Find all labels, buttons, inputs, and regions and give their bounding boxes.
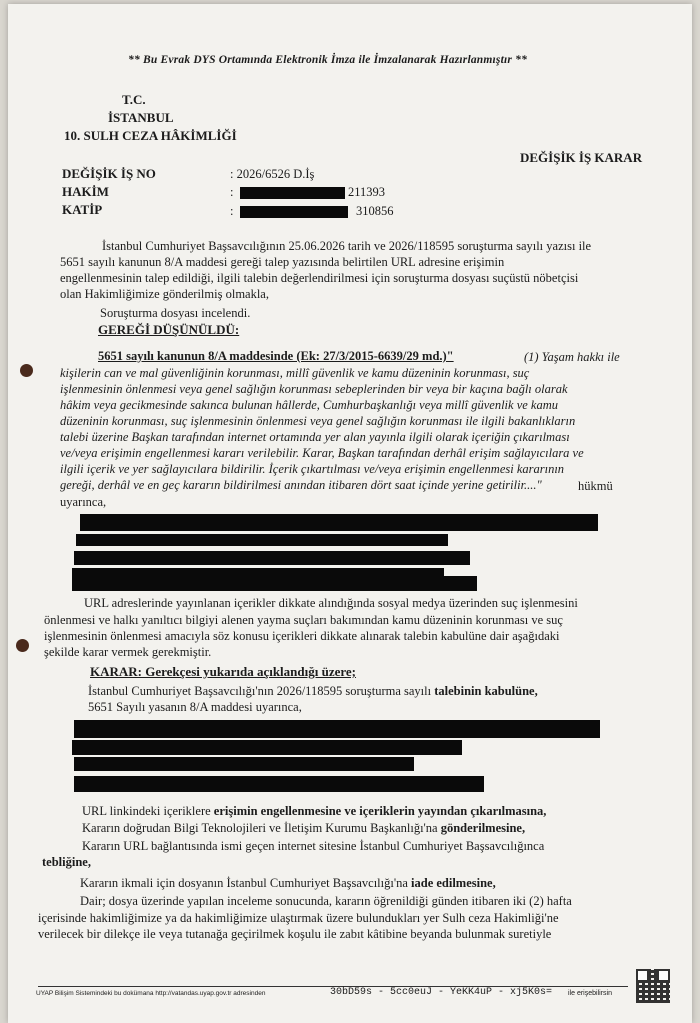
url-text: URL linkindeki içeriklere — [82, 804, 214, 818]
document-type: DEĞİŞİK İŞ KARAR — [520, 150, 643, 165]
karar-line-2: 5651 Sayılı yasanın 8/A maddesi uyarınca, — [88, 700, 302, 714]
footer-uyap-text: UYAP Bilişim Sistemindeki bu dokümana http://vatandas.uyap.gov.tr adresinden — [36, 990, 266, 997]
law-quote-line: (1) Yaşam hakkı ile — [524, 350, 620, 364]
btk-bold: gönderilmesine, — [440, 821, 526, 835]
btk-text: Kararın doğrudan Bilgi Teknolojileri ve İletişim Kurumu Başkanlığı'na — [82, 821, 441, 835]
is-no-value: : 2026/6526 D.İş — [230, 167, 315, 181]
paragraph-line: Soruşturma dosyası incelendi. — [100, 306, 251, 320]
law-reference: 5651 sayılı kanunun 8/A maddesinde (Ek: 27/3/2015-6639/29 md.)" — [98, 349, 454, 363]
paragraph-line: işlenmesinin önlenmesi amacıyla söz konusu içerikleri dikkate alınarak talebin kabulüne dair aşağıdaki — [44, 629, 560, 643]
karar-heading: KARAR: Gerekçesi yukarıda açıklandığı üzere; — [90, 664, 357, 679]
hakim-label: HAKİM — [62, 184, 109, 199]
iade-text: Kararın ikmali için dosyanın İstanbul Cumhuriyet Başsavcılığı'na — [80, 876, 412, 890]
paragraph-line: içerisinde hakimliğimize ya da hakimliğimize ulaştırmak üzere bulundukları yer Sulh ceza Hakimliği'ne — [38, 911, 559, 925]
katip-label: KATİP — [62, 202, 103, 217]
teblig-bold: tebliğine, — [42, 855, 91, 869]
karar-btk-line — [82, 821, 525, 836]
redaction-bar — [74, 757, 414, 771]
karar-bold: talebinin kabulüne, — [434, 684, 538, 698]
karar-text: İstanbul Cumhuriyet Başsavcılığı'nın 2026/118595 soruşturma sayılı — [88, 684, 435, 698]
redaction-bar — [72, 576, 477, 591]
court-heading: 10. SULH CEZA HÂKİMLİĞİ — [64, 128, 237, 143]
gerekce-heading: GEREĞİ DÜŞÜNÜLDÜ: — [98, 322, 240, 337]
paragraph-line: Dair; dosya üzerinde yapılan inceleme sonucunda, kararın öğrenildiği günden itibaren iki (2) hafta — [80, 894, 572, 908]
redaction-bar — [240, 206, 348, 218]
tc-heading: T.C. — [122, 92, 146, 107]
iade-bold: iade edilmesine, — [411, 876, 496, 890]
qr-code — [636, 969, 670, 1003]
city-heading: İSTANBUL — [108, 110, 174, 125]
redaction-bar — [240, 187, 345, 199]
punch-hole — [20, 364, 33, 377]
law-quote-line: ilgili içerik ve yer sağlayıcılara bildirilir. İçerik çıkartılması ve/veya erişimin engellenmesi kararının — [60, 462, 565, 476]
redaction-bar — [74, 720, 600, 738]
redaction-bar — [76, 534, 448, 546]
redaction-bar — [74, 551, 470, 565]
is-no-label: DEĞİŞİK İŞ NO — [62, 166, 156, 181]
redaction-bar — [74, 776, 484, 792]
karar-teblig-line: Kararın URL bağlantısında ismi geçen internet sitesine İstanbul Cumhuriyet Başsavcılığınca — [82, 839, 545, 853]
karar-line-1 — [88, 684, 538, 699]
law-quote-line: ve/veya erişimin engellenmesi kararı verilebilir. Karar, Başkan tarafından derhâl erişim sağlayıcılara ve — [60, 446, 584, 460]
paragraph-line: verilecek bir dilekçe ile veya tutanağa geçirilmek koşulu ile zabıt kâtibine beyanda bulunmak suretiyle — [38, 927, 552, 941]
redaction-bar — [80, 514, 598, 531]
law-quote-line: işlenmesinin önlenmesi veya genel sağlığın korunması sebeplerinden bir veya bir kaçına bağlı olarak — [60, 382, 568, 396]
redaction-bar — [72, 740, 462, 755]
paragraph-line: uyarınca, — [60, 495, 107, 509]
law-quote-line: talebi üzerine Başkan tarafından internet ortamında yer alan yayınla ilgili olarak içeriğin çıkarılması — [60, 430, 570, 444]
paragraph-line: şekilde karar vermek gerekmiştir. — [44, 645, 212, 659]
paragraph-line: İstanbul Cumhuriyet Başsavcılığının 25.06.2026 tarih ve 2026/118595 soruşturma sayılı yazısı ile — [102, 239, 592, 253]
law-quote-line: hâkim veya gecikmesinde sakınca bulunan hâllerde, Cumhurbaşkanlığı veya millî güvenlik ve kamu — [60, 398, 559, 412]
paragraph-line: URL adreslerinde yayınlanan içerikler dikkate alındığında sosyal medya üzerinden suç işlenmesini — [84, 596, 578, 610]
footer-verification-code: 30bD59s - 5cc0euJ - YeKK4uP - xj5K0s= — [330, 987, 553, 998]
law-quote-line: düzeninin korunması, suç işlenmesinin önlenmesi veya genel sağlığın korunması ile ilgili bakanlıkların — [60, 414, 576, 428]
paragraph-line: engellenmesinin talep edildiği, ilgili talebin değerlendirilmesi için soruşturma dosyası suçüstü nöbetçisi — [60, 271, 579, 285]
law-quote-line: kişilerin can ve mal güvenliğinin korunması, millî güvenlik ve kamu düzeninin korunması, suç — [60, 366, 530, 380]
hukmu-word: hükmü — [578, 479, 613, 493]
karar-iade-line — [80, 876, 496, 891]
punch-hole — [16, 639, 29, 652]
law-quote-line: gereği, derhâl ve en geç kararın bildirilmesi anından itibaren dört saat içinde yerine getirilir...." — [60, 478, 542, 492]
esign-banner: ** Bu Evrak DYS Ortamında Elektronik İmza ile İmzalanarak Hazırlanmıştır ** — [128, 54, 528, 66]
hakim-colon: : — [230, 185, 234, 199]
url-bold: erişimin engellenmesine ve içeriklerin yayından çıkarılmasına, — [213, 804, 547, 818]
katip-colon: : — [230, 204, 234, 218]
paragraph-line: olan Hakimliğimize gönderilmiş olmakla, — [60, 287, 269, 301]
paragraph-line: 5651 sayılı kanunun 8/A maddesi gereği talep yazısında belirtilen URL adresine erişimin — [60, 255, 505, 269]
karar-url-line — [82, 804, 546, 819]
hakim-value: 211393 — [348, 185, 386, 199]
document-page — [8, 4, 692, 1023]
katip-value: 310856 — [356, 204, 394, 218]
paragraph-line: önlenmesi ve halkı yanıltıcı bilgiyi alenen yayma suçları bakımından kamu düzeninin korunması ve suç — [44, 613, 563, 627]
footer-tail: ile erişebilirsin — [568, 990, 612, 997]
